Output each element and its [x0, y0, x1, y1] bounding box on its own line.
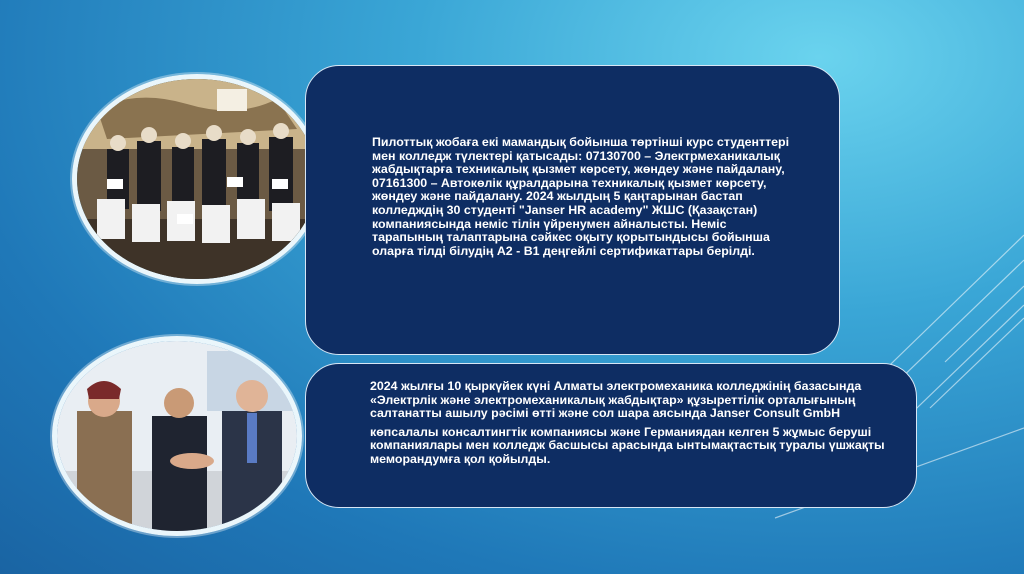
students-group-photo	[72, 74, 322, 284]
competence-center-text: 2024 жылғы 10 қыркүйек күні Алматы электромеханика колледжінің базасында «Электрлік және электромеханикалық жабдықтар» құзыреттілік орталығының салтанатты ашылу рәсімі өтті және сол шара аясында Janser Consult GmbH	[370, 379, 862, 421]
pilot-project-card	[305, 65, 840, 355]
pilot-project-text: Пилоттық жобаға екі мамандық бойынша төртінші курс студенттері мен колледж түлектері қатысады: 07130700 – Электрмеханикалық жабдықтарға техникалық қызмет көрсету, жөндеу және пайдалану, 07161300 – Автокөлік құралдарына техникалық қызмет көрсету, жөндеу және пайдалану. 2024 жылдың 5 қаңтарынан бастап колледждің 30 студенті "Janser HR academy" ЖШС (Қазақстан) компаниясында неміс тілін үйренумен айналысты. Неміс тарапының талаптарына сәйкес оқыту қорытындысы бойынша оларға тілді білудің А2 - В1 деңгейлі сертификаттары берілді.	[372, 135, 790, 258]
memorandum-text: көпсалалы консалтингтік компаниясы және Германиядан келген 5 жұмыс беруші компаниялары мен колледж басшысы арасында ынтымақтастық туралы үшжақты меморандумға қол қойылды.	[370, 424, 885, 466]
handshake-photo	[52, 336, 302, 536]
memorandum-card	[305, 363, 917, 508]
